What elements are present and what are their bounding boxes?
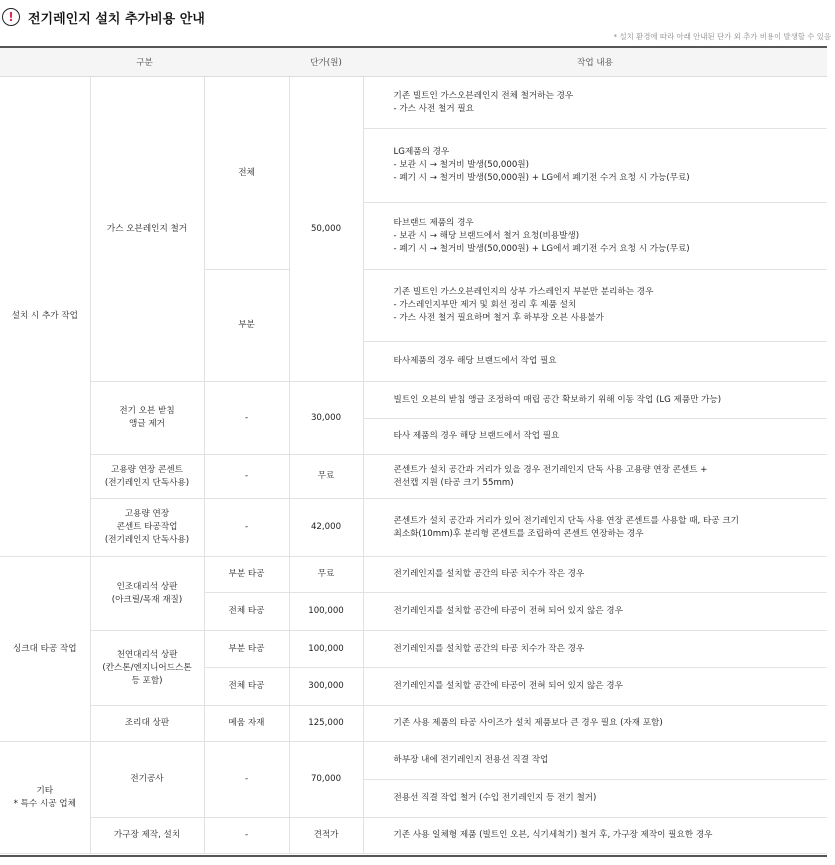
- description-cell: 기존 빌트인 가스오븐레인지의 상부 가스레인지 부분만 분리하는 경우 - 가스레인지부만 제거 및 회선 정리 후 제품 설치 - 가스 사전 철거 필요하며 철거 후 하부장 오븐 사용불가: [363, 270, 827, 342]
- category-cell: 싱크대 타공 작업: [0, 557, 90, 742]
- description-cell: 타사제품의 경우 해당 브랜드에서 작업 필요: [363, 342, 827, 382]
- table-row: [0, 742, 827, 780]
- description-cell: 하부장 내에 전기레인지 전용선 직결 작업: [363, 742, 827, 780]
- table-row: [0, 706, 827, 742]
- price-cell: 50,000: [289, 77, 363, 382]
- type-cell: -: [204, 742, 289, 818]
- table-row: [0, 631, 827, 668]
- description-cell: 전기레인지를 설치할 공간에 타공이 전혀 되어 있지 않은 경우: [363, 668, 827, 706]
- category-cell: 설치 시 추가 작업: [0, 77, 90, 557]
- type-cell: -: [204, 499, 289, 557]
- description-cell: 전기레인지를 설치할 공간의 타공 치수가 작은 경우: [363, 557, 827, 593]
- description-cell: 전용선 직결 작업 철거 (수입 전기레인지 등 전기 철거): [363, 780, 827, 818]
- item-cell: 전기공사: [90, 742, 204, 818]
- table-row: [0, 77, 827, 129]
- type-cell: 메움 자재: [204, 706, 289, 742]
- price-cell: 무료: [289, 557, 363, 593]
- table-row: [0, 455, 827, 499]
- description-cell: 전기레인지를 설치할 공간에 타공이 전혀 되어 있지 않은 경우: [363, 593, 827, 631]
- alert-icon: !: [2, 8, 20, 26]
- price-cell: 100,000: [289, 593, 363, 631]
- type-cell: -: [204, 455, 289, 499]
- item-cell: 가구장 제작, 설치: [90, 818, 204, 854]
- item-cell: 인조대리석 상판 (아크릴/목재 재질): [90, 557, 204, 631]
- description-cell: 기존 사용 일체형 제품 (빌트인 오븐, 식기세척기) 철거 후, 가구장 제작이 필요한 경우: [363, 818, 827, 854]
- description-cell: 콘센트가 설치 공간과 거리가 있을 경우 전기레인지 단독 사용 고용량 연장 콘센트 + 전선캡 지원 (타공 크기 55mm): [363, 455, 827, 499]
- header-price: 단가(원): [289, 48, 363, 77]
- price-cell: 70,000: [289, 742, 363, 818]
- item-cell: 고용량 연장 콘센트 (전기레인지 단독사용): [90, 455, 204, 499]
- category-cell: 기타 * 특수 시공 업체: [0, 742, 90, 854]
- item-cell: 전기 오븐 받침 앵글 제거: [90, 382, 204, 455]
- table-row: [0, 557, 827, 593]
- title-row: [2, 6, 205, 28]
- price-cell: 30,000: [289, 382, 363, 455]
- description-cell: 전기레인지를 설치할 공간의 타공 치수가 작은 경우: [363, 631, 827, 668]
- type-cell: -: [204, 382, 289, 455]
- table-row: [0, 382, 827, 419]
- price-cell: 42,000: [289, 499, 363, 557]
- type-cell: 전체: [204, 77, 289, 270]
- type-cell: 부분 타공: [204, 557, 289, 593]
- description-cell: 콘센트가 설치 공간과 거리가 있어 전기레인지 단독 사용 연장 콘센트를 사용할 때, 타공 크기 최소화(10mm)후 분리형 콘센트를 조립하여 콘센트 연장하는 경우: [363, 499, 827, 557]
- description-cell: 기존 빌트인 가스오븐레인지 전체 철거하는 경우 - 가스 사전 철거 필요: [363, 77, 827, 129]
- price-cell: 125,000: [289, 706, 363, 742]
- description-cell: LG제품의 경우 - 보관 시 → 철거비 발생(50,000원) - 폐기 시 → 철거비 발생(50,000원) + LG에서 폐기전 수거 요청 시 가능(무료): [363, 129, 827, 203]
- description-cell: 빌트인 오븐의 받침 앵글 조정하여 매립 공간 확보하기 위해 이동 작업 (LG 제품만 가능): [363, 382, 827, 419]
- page-title: 전기레인지 설치 추가비용 안내: [28, 11, 205, 27]
- type-cell: 전체 타공: [204, 668, 289, 706]
- item-cell: 가스 오븐레인지 철거: [90, 77, 204, 382]
- price-cell: 견적가: [289, 818, 363, 854]
- table-row: [0, 818, 827, 854]
- price-cell: 300,000: [289, 668, 363, 706]
- description-cell: 타브랜드 제품의 경우 - 보관 시 → 해당 브랜드에서 철거 요청(비용발생) - 폐기 시 → 철거비 발생(50,000원) + LG에서 폐기전 수거 요청 시 가능(무료): [363, 203, 827, 270]
- cost-table: [0, 48, 827, 854]
- header-category: 구분: [0, 48, 289, 77]
- type-cell: -: [204, 818, 289, 854]
- description-cell: 기존 사용 제품의 타공 사이즈가 설치 제품보다 큰 경우 필요 (자재 포함): [363, 706, 827, 742]
- type-cell: 부분 타공: [204, 631, 289, 668]
- table-header-row: [0, 48, 827, 77]
- item-cell: 고용량 연장 콘센트 타공작업 (전기레인지 단독사용): [90, 499, 204, 557]
- table-row: [0, 499, 827, 557]
- header-description: 작업 내용: [363, 48, 827, 77]
- price-cell: 100,000: [289, 631, 363, 668]
- table-bottom-rule: [0, 855, 827, 857]
- type-cell: 전체 타공: [204, 593, 289, 631]
- price-cell: 무료: [289, 455, 363, 499]
- item-cell: 천연대리석 상판 (칸스톤/엔지니어드스톤 등 포함): [90, 631, 204, 706]
- description-cell: 타사 제품의 경우 해당 브랜드에서 작업 필요: [363, 419, 827, 455]
- type-cell: 부분: [204, 270, 289, 382]
- item-cell: 조리대 상판: [90, 706, 204, 742]
- note-text: * 설치 환경에 따라 아래 안내된 단가 외 추가 비용이 발생할 수 있음: [613, 32, 831, 41]
